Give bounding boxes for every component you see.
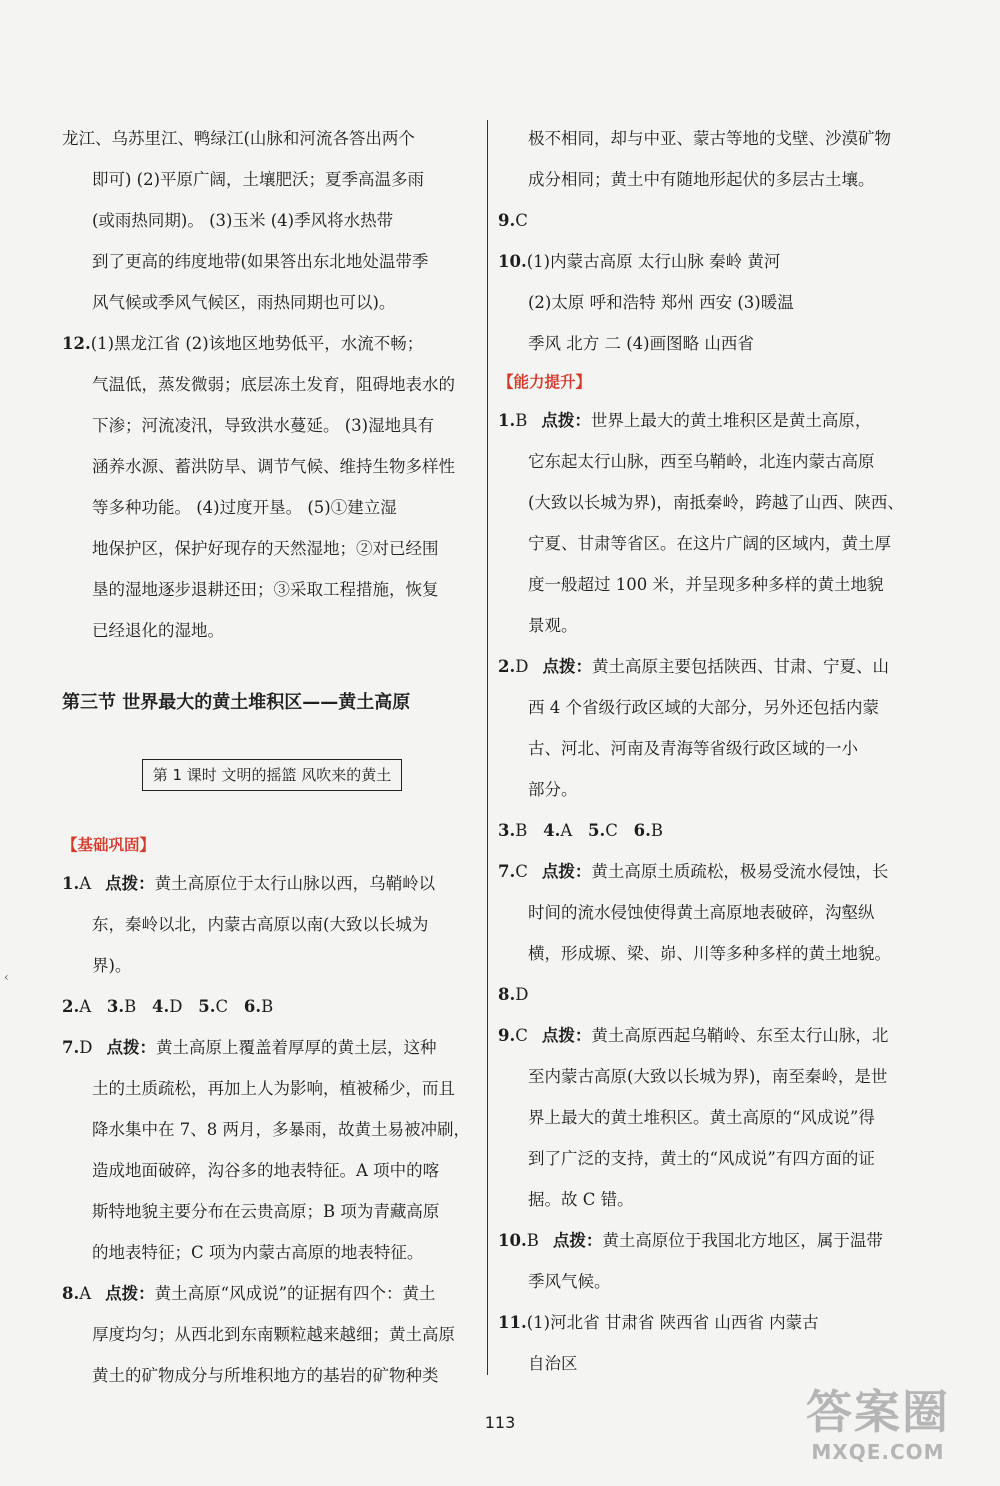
text-line: (1)黑龙江省 (2)该地区地势低平，水流不畅；	[90, 334, 424, 353]
ability-answer-11	[498, 1302, 918, 1384]
text-line: 黄土高原上覆盖着厚厚的黄土层，这种	[155, 1038, 437, 1057]
answer-1	[62, 863, 482, 986]
hint-label: 点拨：	[541, 862, 592, 881]
text-line: 它东起太行山脉，西至乌鞘岭，北连内蒙古高原	[528, 452, 875, 471]
answer-choice: B	[515, 821, 528, 840]
text-line: 造成地面破碎，沟谷多的地表特征。A 项中的喀	[92, 1161, 440, 1180]
text-line: 黄土高原位于太行山脉以西，乌鞘岭以	[154, 874, 436, 893]
text-line: 西 4 个省级行政区域的大部分，另外还包括内蒙	[528, 698, 879, 717]
watermark-domain: MXQE.COM	[811, 1440, 945, 1464]
text-line: 斯特地貌主要分布在云贵高原；B 项为青藏高原	[92, 1202, 440, 1221]
answer-choice: B	[650, 821, 664, 840]
question-number: 12.	[62, 334, 91, 353]
text-line: 度一般超过 100 米，并呈现多种多样的黄土地貌	[528, 575, 884, 594]
question-number: 1.	[62, 874, 80, 893]
question-number: 7.	[62, 1038, 80, 1057]
answer-11-continued	[62, 118, 482, 323]
ability-answer-7	[498, 851, 918, 974]
tag-basic: 【基础巩固】	[62, 836, 156, 854]
text-line: 黄土的矿物成分与所堆积地方的基岩的矿物种类	[92, 1366, 439, 1385]
text-line: 龙江、乌苏里江、鸭绿江(山脉和河流各答出两个	[62, 129, 415, 148]
text-line: 土的土质疏松，再加上人为影响，植被稀少，而且	[92, 1079, 455, 1098]
answer-choice: D	[169, 997, 183, 1016]
watermark-logo	[778, 1384, 978, 1480]
answer-9	[498, 200, 918, 241]
text-line: (或雨热同期)。 (3)玉米 (4)季风将水热带	[92, 211, 394, 230]
answer-choice: D	[79, 1038, 93, 1057]
question-number: 7.	[498, 862, 516, 881]
section-title: 第三节 世界最大的黄土堆积区——黄土高原	[62, 692, 411, 713]
text-line: 界)。	[92, 956, 132, 975]
text-line: (2)太原 呼和浩特 郑州 西安 (3)暖温	[528, 293, 794, 312]
question-number: 8.	[62, 1284, 80, 1303]
question-number: 5.	[588, 821, 606, 840]
answer-10	[498, 241, 918, 364]
text-line: 成分相同；黄土中有随地形起伏的多层古土壤。	[528, 170, 875, 189]
text-line: 黄土高原西起乌鞘岭、东至太行山脉，北	[591, 1026, 889, 1045]
text-line: 黄土高原土质疏松，极易受流水侵蚀，长	[591, 862, 889, 881]
text-line: 景观。	[528, 616, 578, 635]
text-line: 气温低，蒸发微弱；底层冻土发育，阻碍地表水的	[92, 375, 455, 394]
text-line: 黄土高原主要包括陕西、甘肃、宁夏、山	[591, 657, 889, 676]
margin-mark: ‹	[4, 970, 9, 984]
hint-label: 点拨：	[105, 874, 155, 893]
answer-choice: D	[515, 985, 529, 1004]
question-number: 6.	[243, 997, 262, 1016]
text-line: (1)河北省 甘肃省 陕西省 山西省 内蒙古	[526, 1313, 819, 1332]
text-line: 极不相同，却与中亚、蒙古等地的戈壁、沙漠矿物	[528, 129, 891, 148]
text-line: 时间的流水侵蚀使得黄土高原地表破碎，沟壑纵	[528, 903, 875, 922]
question-number: 5.	[198, 997, 216, 1016]
left-column	[62, 118, 482, 1396]
hint-label: 点拨：	[542, 657, 592, 676]
ability-answer-2	[498, 646, 918, 810]
text-line: 古、河北、河南及青海等省级行政区域的一小	[528, 739, 858, 758]
text-line: 下渗；河流凌汛，导致洪水蔓延。 (3)湿地具有	[92, 416, 435, 435]
text-line: 据。故 C 错。	[528, 1190, 634, 1209]
question-number: 3.	[106, 997, 125, 1016]
text-line: 宁夏、甘肃等省区。在这片广阔的区域内，黄土厚	[528, 534, 891, 553]
question-number: 3.	[498, 821, 516, 840]
question-number: 9.	[498, 1026, 516, 1045]
text-line: 风气候或季风气候区，雨热同期也可以)。	[92, 293, 396, 312]
tag-ability: 【能力提升】	[498, 373, 592, 391]
text-line: 地保护区，保护好现存的天然湿地；②对已经围	[92, 539, 439, 558]
hint-label: 点拨：	[552, 1231, 603, 1250]
text-line: 自治区	[528, 1354, 578, 1373]
text-line: 涵养水源、蓄洪防旱、调节气候、维持生物多样性	[92, 457, 455, 476]
text-line: 横，形成塬、梁、峁、川等多种多样的黄土地貌。	[528, 944, 891, 963]
ability-answer-10	[498, 1220, 918, 1302]
question-number: 10.	[498, 252, 527, 271]
question-number: 9.	[498, 211, 516, 230]
text-line: (1)内蒙古高原 太行山脉 秦岭 黄河	[526, 252, 781, 271]
text-line: 到了更高的纬度地带(如果答出东北地处温带季	[92, 252, 429, 271]
answer-choice: B	[515, 411, 528, 430]
answer-7	[62, 1027, 482, 1273]
hint-label: 点拨：	[541, 411, 591, 430]
hint-label: 点拨：	[105, 1284, 155, 1303]
ability-answer-9	[498, 1015, 918, 1220]
question-number: 1.	[498, 411, 516, 430]
question-number: 8.	[498, 985, 516, 1004]
answer-choice: D	[515, 657, 529, 676]
answer-8-continued	[498, 118, 918, 200]
text-line: 黄土高原“风成说”的证据有四个：黄土	[154, 1284, 436, 1303]
text-line: 界上最大的黄土堆积区。黄土高原的“风成说”得	[528, 1108, 875, 1127]
hint-label: 点拨：	[106, 1038, 156, 1057]
question-number: 6.	[633, 821, 651, 840]
watermark-logo-text: 答案圈	[806, 1385, 950, 1439]
answer-12	[62, 323, 482, 651]
right-column	[498, 118, 918, 1384]
text-line: 部分。	[528, 780, 578, 799]
text-line: 到了广泛的支持，黄土的“风成说”有四方面的证	[528, 1149, 875, 1168]
text-line: 至内蒙古高原(大致以长城为界)，南至秦岭，是世	[528, 1067, 888, 1086]
answers-2-6	[62, 986, 482, 1027]
text-line: 即可) (2)平原广阔，土壤肥沃；夏季高温多雨	[92, 170, 425, 189]
question-number: 10.	[498, 1231, 527, 1250]
answer-choice: A	[79, 997, 92, 1016]
answer-choice: A	[79, 874, 92, 893]
ability-answer-8	[498, 974, 918, 1015]
question-number: 2.	[498, 657, 516, 676]
page-number: 113	[484, 1413, 516, 1432]
text-line: 等多种功能。 (4)过度开垦。 (5)①建立湿	[92, 498, 397, 517]
answer-choice: C	[515, 1026, 528, 1045]
ability-answers-3-6	[498, 810, 918, 851]
answer-choice: C	[605, 821, 618, 840]
question-number: 2.	[62, 997, 80, 1016]
text-line: 的地表特征；C 项为内蒙古高原的地表特征。	[92, 1243, 424, 1262]
hint-label: 点拨：	[541, 1026, 592, 1045]
lesson-title-box: 第 1 课时 文明的摇篮 风吹来的黄土	[142, 759, 403, 791]
answer-choice: B	[261, 997, 274, 1016]
text-line: 已经退化的湿地。	[92, 621, 224, 640]
text-line: 季风气候。	[528, 1272, 611, 1291]
text-line: 东，秦岭以北，内蒙古高原以南(大致以长城为	[92, 915, 429, 934]
ability-answer-1	[498, 400, 918, 646]
answer-choice: C	[515, 862, 528, 881]
text-line: 黄土高原位于我国北方地区，属于温带	[602, 1231, 883, 1250]
question-number: 4.	[152, 997, 170, 1016]
answer-choice: C	[515, 211, 528, 230]
text-line: (大致以长城为界)，南抵秦岭，跨越了山西、陕西、	[528, 493, 904, 512]
answer-choice: B	[526, 1231, 539, 1250]
answer-choice: A	[560, 821, 573, 840]
answer-choice: C	[215, 997, 229, 1016]
question-number: 11.	[498, 1313, 527, 1332]
answer-choice: B	[124, 997, 137, 1016]
text-line: 垦的湿地逐步退耕还田；③采取工程措施，恢复	[92, 580, 439, 599]
text-line: 季风 北方 二 (4)画图略 山西省	[528, 334, 754, 353]
question-number: 4.	[543, 821, 561, 840]
answer-choice: A	[79, 1284, 92, 1303]
text-line: 厚度均匀；从西北到东南颗粒越来越细；黄土高原	[92, 1325, 455, 1344]
text-line: 世界上最大的黄土堆积区是黄土高原，	[590, 411, 872, 430]
answer-8	[62, 1273, 482, 1396]
column-divider	[487, 120, 488, 1375]
text-line: 降水集中在 7、8 两月，多暴雨，故黄土易被冲刷，	[92, 1120, 470, 1139]
